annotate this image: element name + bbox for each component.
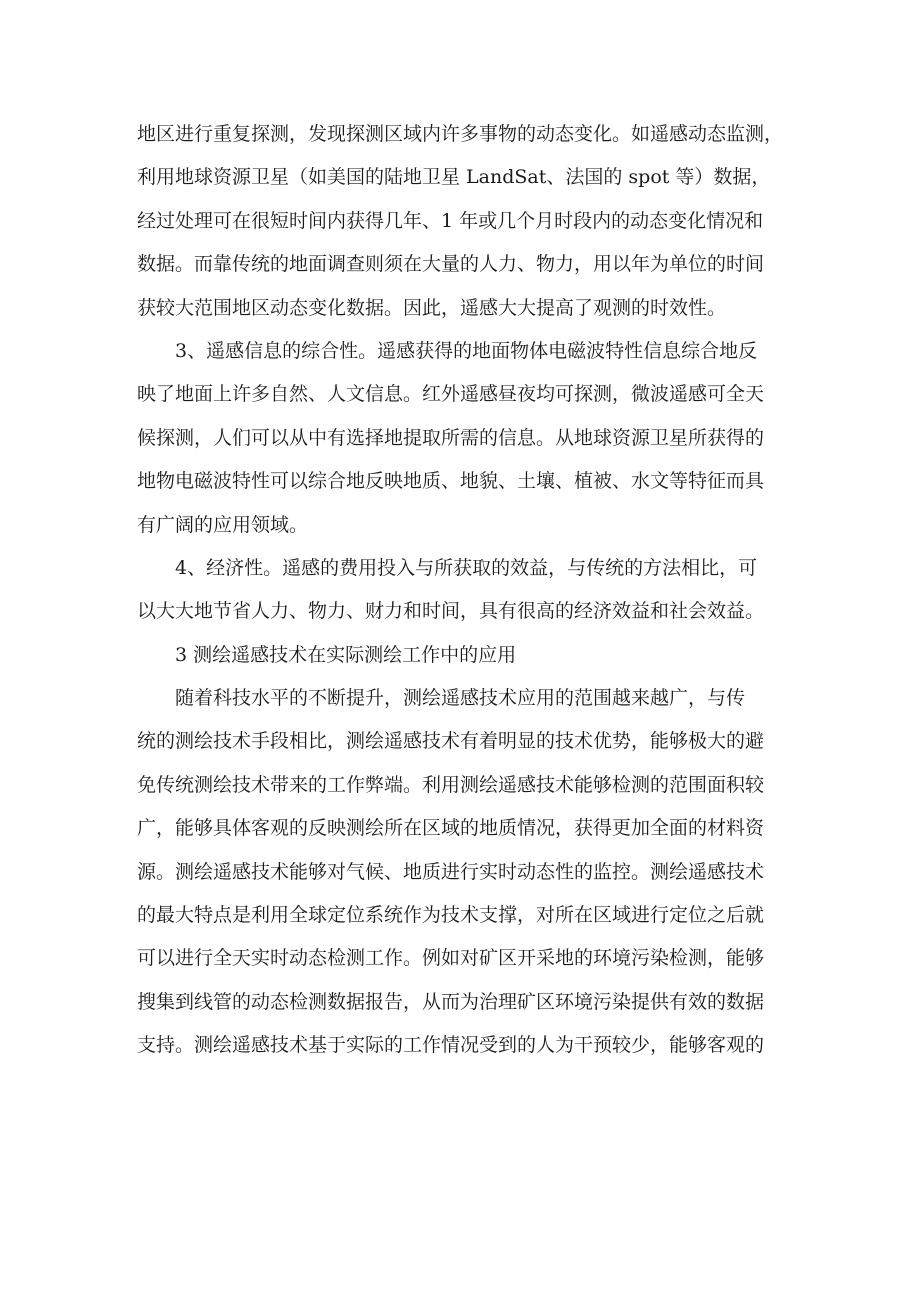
text-line-8: 候探测，人们可以从中有选择地提取所需的信息。从地球资源卫星所获得的	[137, 426, 765, 449]
text-line-9: 地物电磁波特性可以综合地反映地质、地貌、土壤、植被、水文等特征而具	[137, 470, 765, 493]
section-heading: 3 测绘遥感技术在实际测绘工作中的应用	[175, 643, 517, 666]
text-line-11: 4、经济性。遥感的费用投入与所获取的效益，与传统的方法相比，可	[175, 556, 758, 579]
text-line-17: 广，能够具体客观的反映测绘所在区域的地质情况，获得更加全面的材料资	[137, 817, 765, 840]
document-body	[137, 113, 797, 1068]
text-line-20: 可以进行全天实时动态检测工作。例如对矿区开采地的环境污染检测，能够	[137, 947, 765, 970]
text-line-15: 统的测绘技术手段相比，测绘遥感技术有着明显的技术优势，能够极大的避	[137, 730, 765, 753]
text-line-12: 以大大地节省人力、物力、财力和时间，具有很高的经济效益和社会效益。	[137, 600, 765, 623]
text-line-14: 随着科技水平的不断提升，测绘遥感技术应用的范围越来越广，与传	[175, 687, 746, 710]
text-line-6: 3、遥感信息的综合性。遥感获得的地面物体电磁波特性信息综合地反	[175, 339, 758, 362]
text-line-16: 免传统测绘技术带来的工作弊端。利用测绘遥感技术能够检测的范围面积较	[137, 773, 765, 796]
text-line-4: 数据。而靠传统的地面调查则须在大量的人力、物力，用以年为单位的时间	[137, 253, 765, 276]
text-line-1: 地区进行重复探测，发现探测区域内许多事物的动态变化。如遥感动态监测，	[137, 123, 784, 145]
text-line-10: 有广阔的应用领域。	[137, 513, 309, 536]
text-line-3: 经过处理可在很短时间内获得几年、1 年或几个月时段内的动态变化情况和	[137, 209, 764, 232]
text-line-5: 获较大范围地区动态变化数据。因此，遥感大大提高了观测的时效性。	[137, 296, 727, 319]
text-line-2: 利用地球资源卫星（如美国的陆地卫星 LandSat、法国的 spot 等）数据，	[137, 166, 771, 189]
text-line-7: 映了地面上许多自然、人文信息。红外遥感昼夜均可探测，微波遥感可全天	[137, 383, 765, 406]
text-line-18: 源。测绘遥感技术能够对气候、地质进行实时动态性的监控。测绘遥感技术	[137, 860, 765, 883]
text-line-19: 的最大特点是利用全球定位系统作为技术支撑，对所在区域进行定位之后就	[137, 904, 765, 927]
text-line-21: 搜集到线管的动态检测数据报告，从而为治理矿区环境污染提供有效的数据	[137, 990, 765, 1013]
text-line-22: 支持。测绘遥感技术基于实际的工作情况受到的人为干预较少，能够客观的	[137, 1034, 765, 1057]
